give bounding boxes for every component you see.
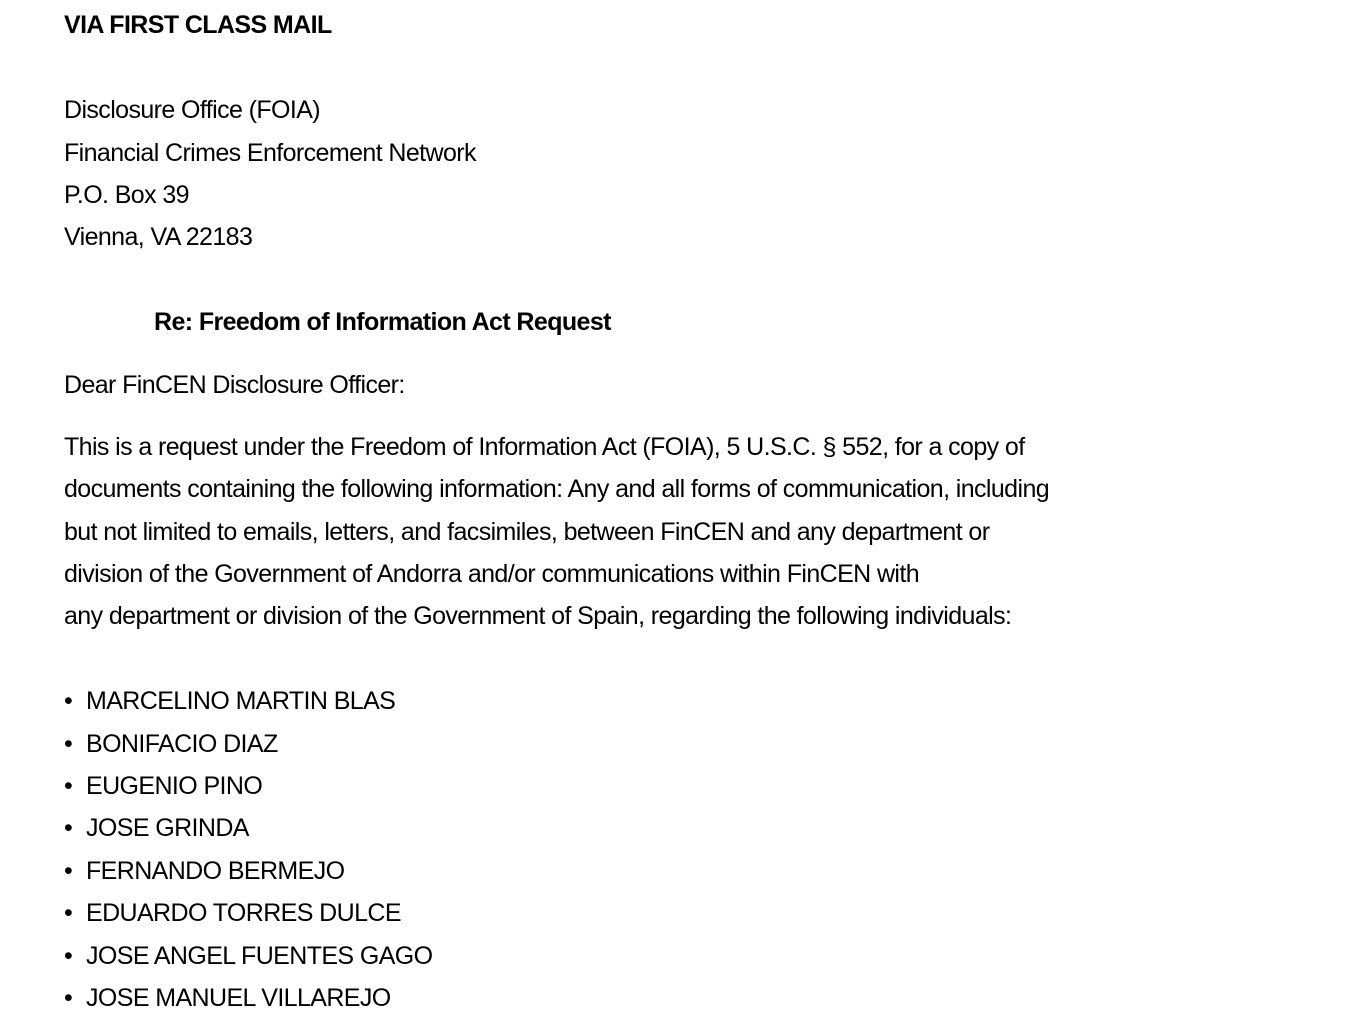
bullet-icon: • <box>64 772 73 800</box>
body-line: documents containing the following information: Any and all forms of communication, including <box>64 475 1050 503</box>
body-line: This is a request under the Freedom of Information Act (FOIA), 5 U.S.C. § 552, for a copy of <box>64 433 1025 461</box>
subject-line: Re: Freedom of Information Act Request <box>154 308 611 336</box>
body-line: any department or division of the Government of Spain, regarding the following individuals: <box>64 602 1012 630</box>
bullet-icon: • <box>64 814 73 842</box>
address-line-4: Vienna, VA 22183 <box>64 223 253 251</box>
address-line-3: P.O. Box 39 <box>64 181 189 209</box>
individual-name: JOSE GRINDA <box>86 814 249 842</box>
bullet-icon: • <box>64 899 73 927</box>
individual-name: BONIFACIO DIAZ <box>86 730 278 758</box>
address-line-1: Disclosure Office (FOIA) <box>64 96 321 124</box>
individual-name: JOSE ANGEL FUENTES GAGO <box>86 942 433 970</box>
list-item <box>64 983 391 1013</box>
bullet-icon: • <box>64 857 73 885</box>
individual-name: EDUARDO TORRES DULCE <box>86 899 401 927</box>
list-item <box>64 771 262 801</box>
individual-name: MARCELINO MARTIN BLAS <box>86 687 396 715</box>
bullet-icon: • <box>64 984 73 1012</box>
list-item <box>64 686 395 716</box>
address-line-2: Financial Crimes Enforcement Network <box>64 139 476 167</box>
salutation: Dear FinCEN Disclosure Officer: <box>64 371 405 399</box>
bullet-icon: • <box>64 687 73 715</box>
list-item <box>64 856 344 886</box>
individual-name: JOSE MANUEL VILLAREJO <box>86 984 391 1012</box>
list-item <box>64 941 432 971</box>
list-item <box>64 813 249 843</box>
bullet-icon: • <box>64 942 73 970</box>
body-line: division of the Government of Andorra and/or communications within FinCEN with <box>64 560 920 588</box>
bullet-icon: • <box>64 730 73 758</box>
individual-name: EUGENIO PINO <box>86 772 263 800</box>
delivery-method-heading: VIA FIRST CLASS MAIL <box>64 11 332 39</box>
individual-name: FERNANDO BERMEJO <box>86 857 345 885</box>
body-line: but not limited to emails, letters, and facsimiles, between FinCEN and any department or <box>64 518 990 546</box>
list-item <box>64 729 278 759</box>
list-item <box>64 898 401 928</box>
